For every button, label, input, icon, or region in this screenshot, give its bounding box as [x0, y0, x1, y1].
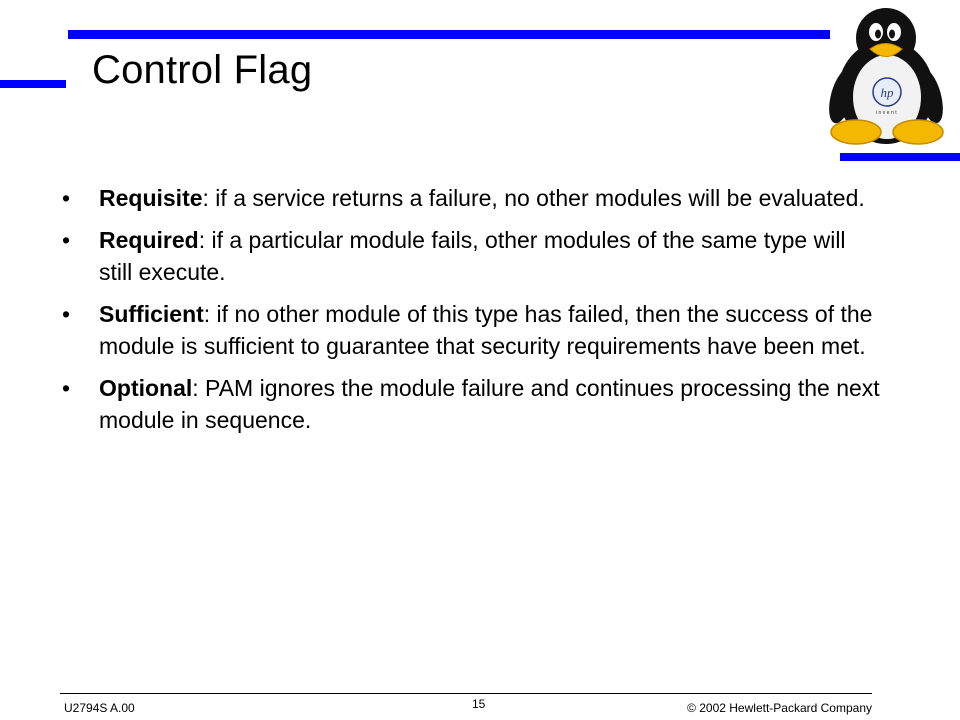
- svg-text:invent: invent: [875, 110, 899, 116]
- bullet-requisite: • Requisite: if a service returns a failure, no other modules will be evaluated.: [62, 185, 865, 211]
- top-accent-bar: [68, 30, 830, 39]
- bullet-term: Required: [99, 227, 199, 253]
- bullet-text: : if a particular module fails, other modules of the same type will still execute.: [99, 227, 846, 285]
- bullet-term: Requisite: [99, 185, 203, 211]
- page-number: 15: [472, 697, 486, 711]
- left-accent-bar: [0, 80, 66, 88]
- bullet-optional: • Optional: PAM ignores the module failure and continues processing the next module in sequence.: [62, 375, 880, 433]
- bullet-text: : PAM ignores the module failure and continues processing the next module in sequence.: [99, 375, 880, 433]
- bullet-term: Sufficient: [99, 301, 204, 327]
- footer-divider: [60, 693, 872, 694]
- bullet-text: : if no other module of this type has failed, then the success of the module is sufficient to guarantee that security requirements have been met.: [99, 301, 873, 359]
- copyright-notice: © 2002 Hewlett-Packard Company: [687, 701, 872, 715]
- course-code: U2794S A.00: [64, 701, 135, 715]
- bullet-required: • Required: if a particular module fails, other modules of the same type will still execute.: [62, 227, 846, 285]
- svg-text:hp: hp: [880, 85, 894, 100]
- right-accent-bar: [840, 153, 960, 161]
- bullet-list: [62, 182, 882, 446]
- bullet-text: : if a service returns a failure, no other modules will be evaluated.: [202, 185, 865, 211]
- bullet-term: Optional: [99, 375, 193, 401]
- tux-penguin-hp-logo-icon: [826, 4, 948, 150]
- bullet-sufficient: • Sufficient: if no other module of this type has failed, then the success of the module is sufficient to guarantee that security requirements have been met.: [62, 301, 873, 359]
- slide-title: Control Flag: [92, 48, 313, 92]
